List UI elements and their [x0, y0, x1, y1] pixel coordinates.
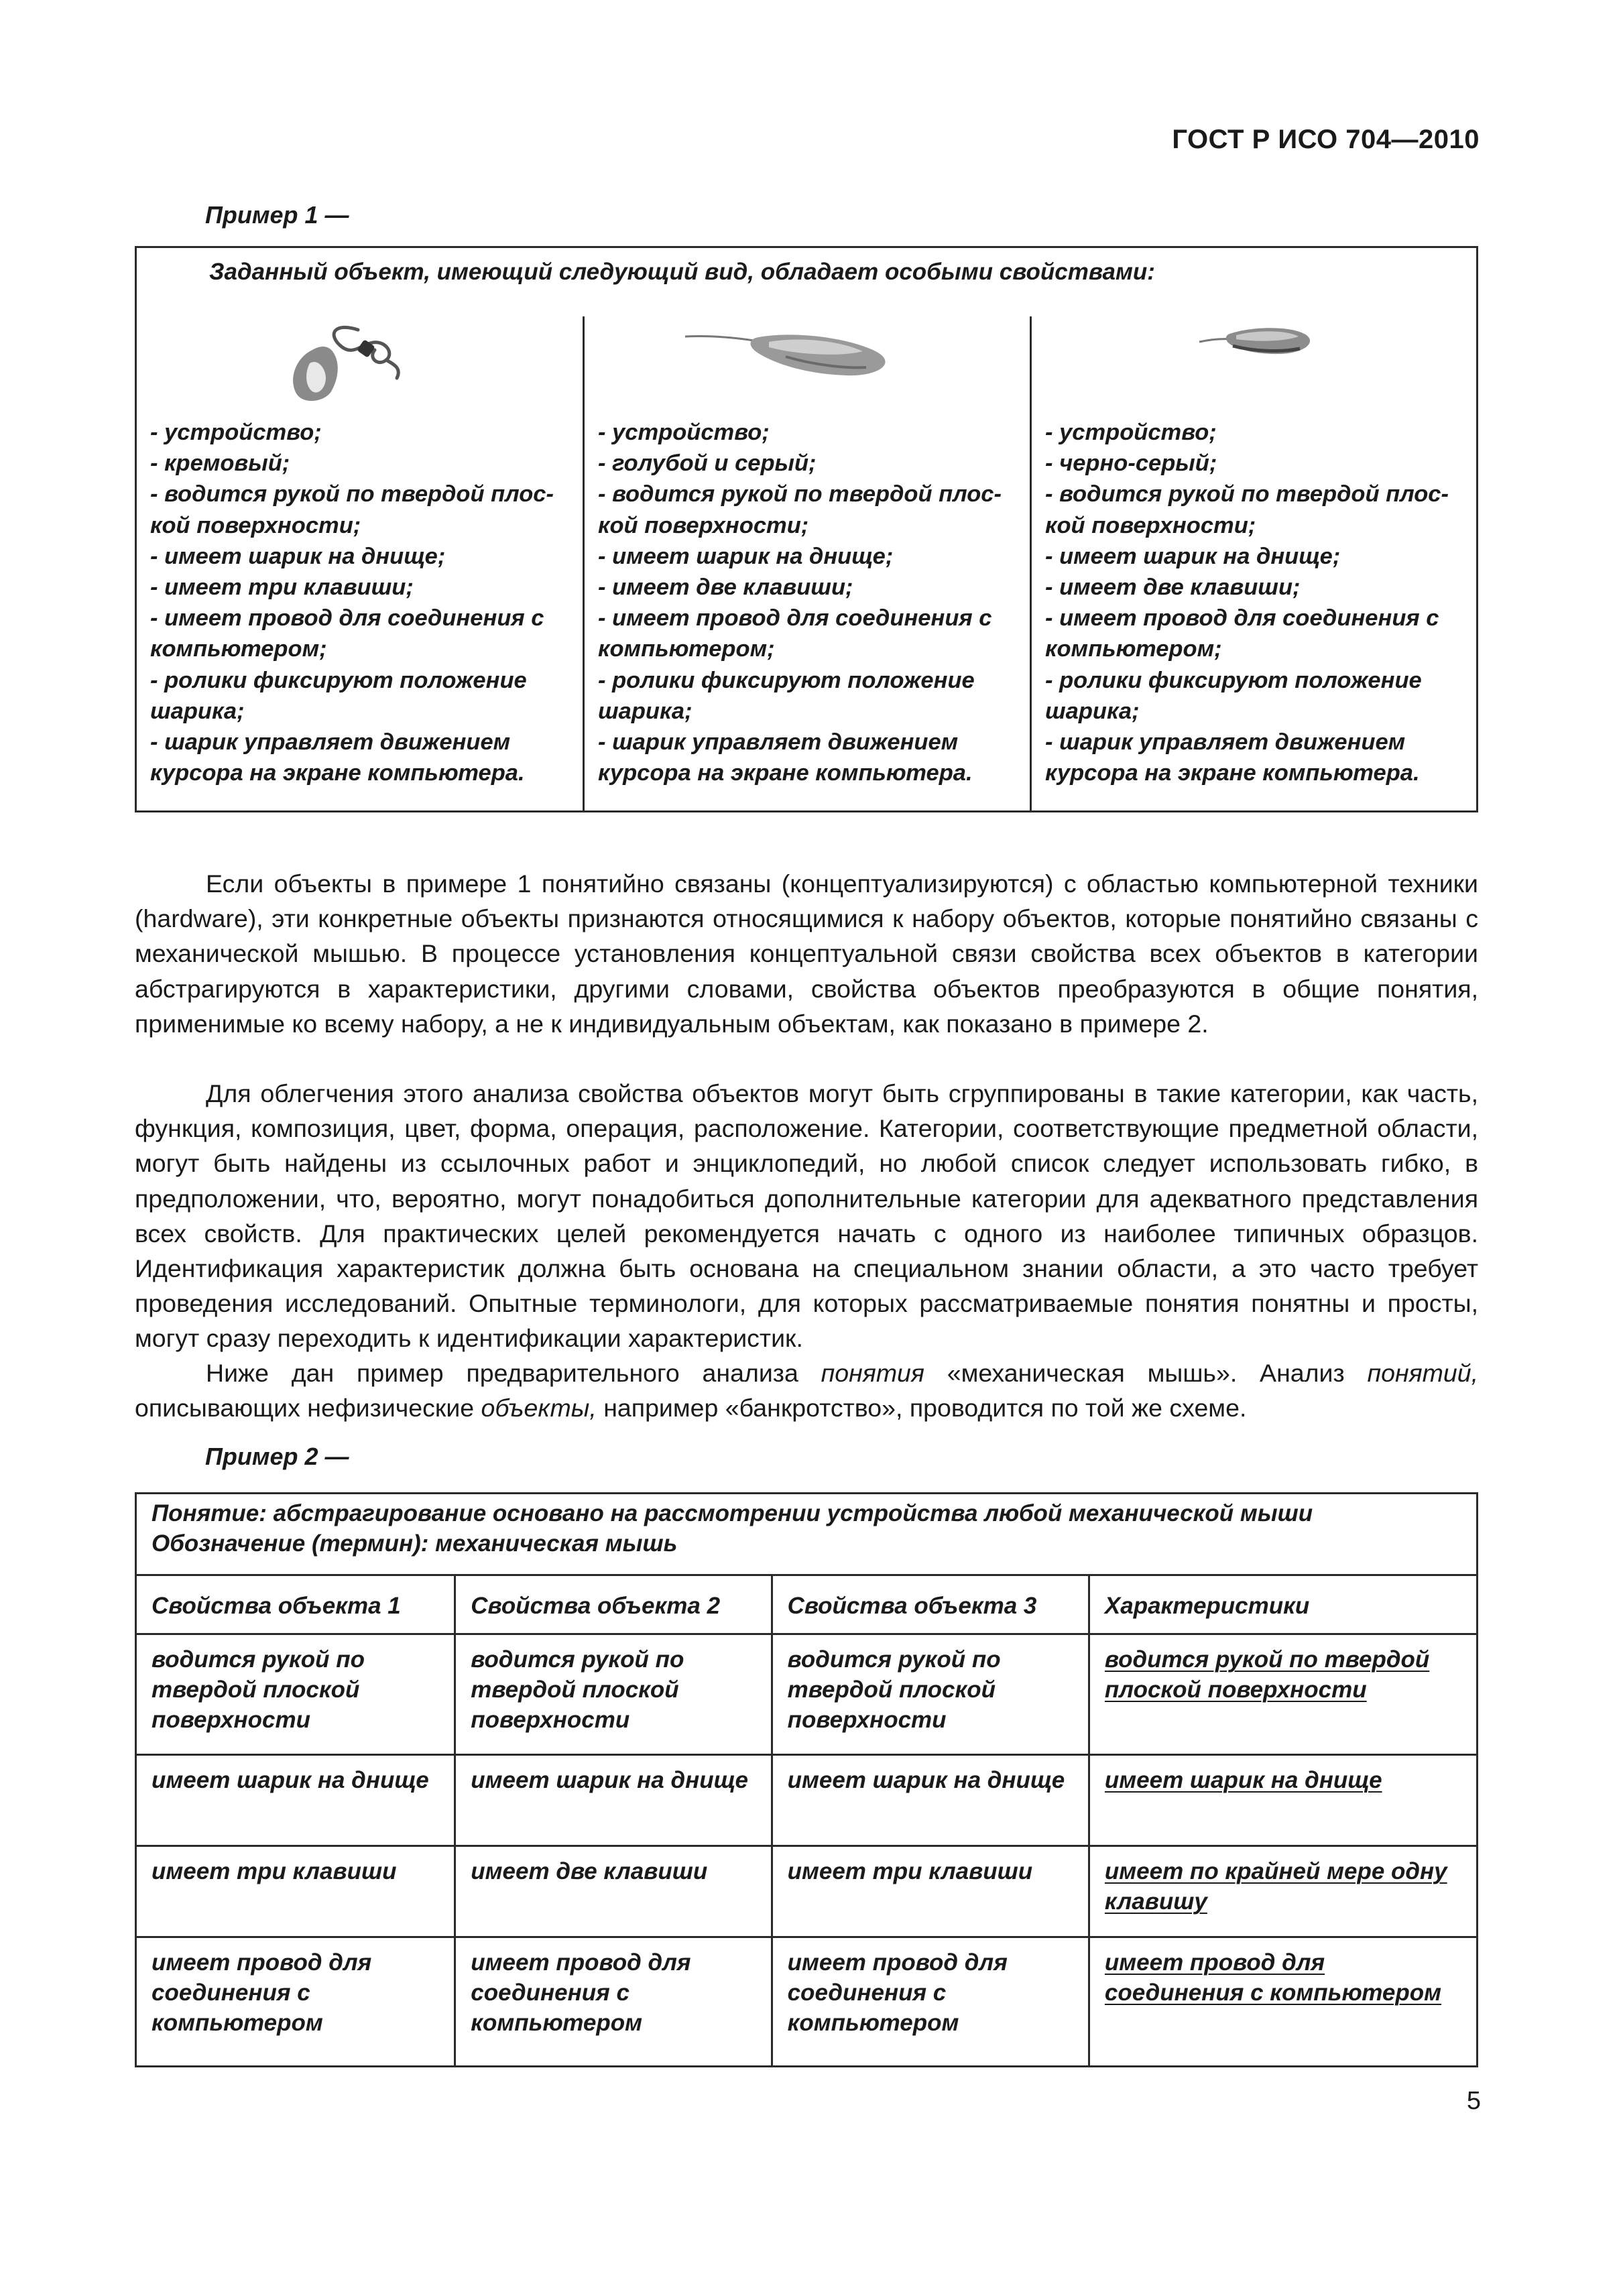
property-item: - имеет три клавиши; — [150, 575, 414, 601]
concept-row — [136, 1494, 1478, 1575]
column-header: Характеристики — [1089, 1575, 1477, 1634]
concept-definition: Понятие: абстрагирование основано на рассмотрении устройства любой механической мыши — [152, 1500, 1313, 1526]
property-item: - кремовый; — [150, 450, 290, 477]
table-cell: имеет шарик на днище — [772, 1755, 1089, 1846]
property-item: кой поверхности; — [598, 512, 809, 538]
table-cell: имеет шарик на днище — [136, 1755, 455, 1846]
table-header-row — [136, 1575, 1478, 1634]
property-item: - устройство; — [150, 420, 322, 445]
characteristic-text: имеет шарик на днище — [1104, 1767, 1382, 1793]
property-item: - имеет две клавиши; — [598, 575, 853, 601]
paragraph-1: Если объекты в примере 1 понятийно связаны (концептуализируются) с областью компьютерной техники (hardware), эти конкретные объекты признаются относящимися к набору объектов, которые понятийно связаны с механической мышью. В процессе установления концептуальной связи свойства всех объектов в категории абстрагируются в характеристики, другими словами, свойства объектов преобразуются в общие понятия, применимые ко всему набору, а не к индивидуальным объектам, как показано в примере 2. — [135, 869, 1478, 1038]
table-cell: имеет провод для соединения с компьютером — [772, 1937, 1089, 2067]
characteristic-text: имеет провод для соединения с компьютером — [1104, 1949, 1442, 2006]
mouse-black-grey-icon — [1032, 316, 1476, 410]
property-item: - имеет шарик на днище; — [1045, 543, 1341, 569]
column-header: Свойства объекта 1 — [136, 1575, 455, 1634]
characteristic-text: водится рукой по твердой плоской поверхности — [1104, 1646, 1430, 1703]
property-item: - ролики фиксируют положение — [1045, 667, 1422, 693]
property-item: - черно-серый; — [1045, 450, 1217, 477]
example-2-label: Пример 2 — — [205, 1443, 349, 1470]
property-item: курсора на экране компьютера. — [150, 760, 525, 786]
table-cell: имеет две клавиши — [455, 1846, 772, 1937]
property-item: - водится рукой по твердой плос- — [598, 481, 1002, 507]
property-item: шарика; — [598, 698, 693, 724]
property-item: - шарик управляет движением — [1045, 729, 1406, 756]
property-item: - имеет провод для соединения с — [150, 605, 544, 631]
paragraph-2: Для облегчения этого анализа свойства объектов могут быть сгруппированы в такие категории, как часть, функция, композиция, цвет, форма, операция, расположение. Категории, соответствующие предметной области, могут быть найдены из ссылочных работ и энциклопедий, но любой список следует использовать гибко, в предположении, что, вероятно, могут понадобиться дополнительные категории для адекватного представления всех свойств. Для практических целей рекомендуется начать с одного из наиболее типичных образцов. Идентификация характеристик должна быть основана на специальном знании области, а это часто требует проведения исследований. Опытные терминологи, для которых рассматриваемые понятия понятны и просты, могут сразу переходить к идентификации характеристик. — [135, 1079, 1478, 1353]
table-cell: имеет провод для соединения с компьютером — [455, 1937, 772, 2067]
property-item: - голубой и серый; — [598, 450, 817, 477]
object-1-properties — [150, 417, 569, 788]
document-code: ГОСТ Р ИСО 704—2010 — [1172, 125, 1480, 154]
example-1-title: Заданный объект, имеющий следующий вид, обладает особыми свойствами: — [209, 259, 1155, 285]
concept-term: Обозначение (термин): механическая мышь — [152, 1530, 678, 1557]
paragraph-3 — [135, 1355, 1478, 1425]
paragraph-3-italic: объекты, — [481, 1394, 597, 1423]
property-item: курсора на экране компьютера. — [1045, 760, 1420, 786]
property-item: компьютером; — [598, 636, 775, 662]
property-item: кой поверхности; — [1045, 512, 1256, 538]
mouse-cream-icon — [137, 316, 583, 410]
paragraph-3-text: Ниже дан пример предварительного анализа — [206, 1359, 821, 1387]
property-item: - шарик управляет движением — [598, 729, 959, 756]
mouse-blue-grey-icon — [585, 316, 1030, 410]
paragraph-3-italic: понятий, — [1367, 1359, 1478, 1387]
column-header: Свойства объекта 2 — [455, 1575, 772, 1634]
property-item: шарика; — [1045, 698, 1140, 724]
example-2-table — [135, 1492, 1478, 2067]
characteristic-cell — [1089, 1634, 1477, 1755]
table-cell: водится рукой по твердой плоской поверхности — [455, 1634, 772, 1755]
property-item: - имеет провод для соединения с — [598, 605, 992, 631]
table-row — [136, 1755, 1478, 1846]
table-cell: имеет провод для соединения с компьютером — [136, 1937, 455, 2067]
property-item: - устройство; — [598, 420, 770, 445]
table-row — [136, 1634, 1478, 1755]
property-item: компьютером; — [1045, 636, 1222, 662]
concept-cell — [136, 1494, 1478, 1575]
object-1-column — [137, 316, 583, 810]
property-item: - ролики фиксируют положение — [150, 667, 527, 693]
table-row — [136, 1846, 1478, 1937]
example-1-label: Пример 1 — — [205, 201, 349, 229]
property-item: - имеет провод для соединения с — [1045, 605, 1439, 631]
table-cell: имеет три клавиши — [772, 1846, 1089, 1937]
table-cell: имеет три клавиши — [136, 1846, 455, 1937]
paragraph-3-text: «механическая мышь». Анализ — [924, 1359, 1368, 1387]
example-1-box — [135, 246, 1478, 812]
property-item: компьютером; — [150, 636, 327, 662]
characteristic-text: имеет по крайней мере одну клавишу — [1104, 1858, 1447, 1915]
table-cell: водится рукой по твердой плоской поверхности — [136, 1634, 455, 1755]
paragraph-3-italic: понятия — [821, 1359, 924, 1387]
property-item: кой поверхности; — [150, 512, 361, 538]
property-item: - имеет две клавиши; — [1045, 575, 1301, 601]
property-item: шарика; — [150, 698, 245, 724]
characteristic-cell — [1089, 1755, 1477, 1846]
object-2-properties — [598, 417, 1016, 788]
characteristic-cell — [1089, 1937, 1477, 2067]
property-item: - устройство; — [1045, 420, 1217, 445]
characteristic-cell — [1089, 1846, 1477, 1937]
property-item: - водится рукой по твердой плос- — [150, 481, 554, 507]
page-number: 5 — [1466, 2087, 1481, 2115]
property-item: - шарик управляет движением — [150, 729, 511, 756]
table-cell: имеет шарик на днище — [455, 1755, 772, 1846]
object-3-properties — [1045, 417, 1463, 788]
table-row — [136, 1937, 1478, 2067]
property-item: - ролики фиксируют положение — [598, 667, 975, 693]
paragraph-3-text: например «банкротство», проводится по той же схеме. — [596, 1394, 1247, 1423]
property-item: курсора на экране компьютера. — [598, 760, 973, 786]
property-item: - имеет шарик на днище; — [150, 543, 446, 569]
paragraph-3-text: описывающих нефизические — [135, 1394, 481, 1423]
object-3-column — [1032, 316, 1476, 810]
column-header: Свойства объекта 3 — [772, 1575, 1089, 1634]
property-item: - имеет шарик на днище; — [598, 543, 894, 569]
table-cell: водится рукой по твердой плоской поверхности — [772, 1634, 1089, 1755]
object-2-column — [585, 316, 1030, 810]
property-item: - водится рукой по твердой плос- — [1045, 481, 1449, 507]
